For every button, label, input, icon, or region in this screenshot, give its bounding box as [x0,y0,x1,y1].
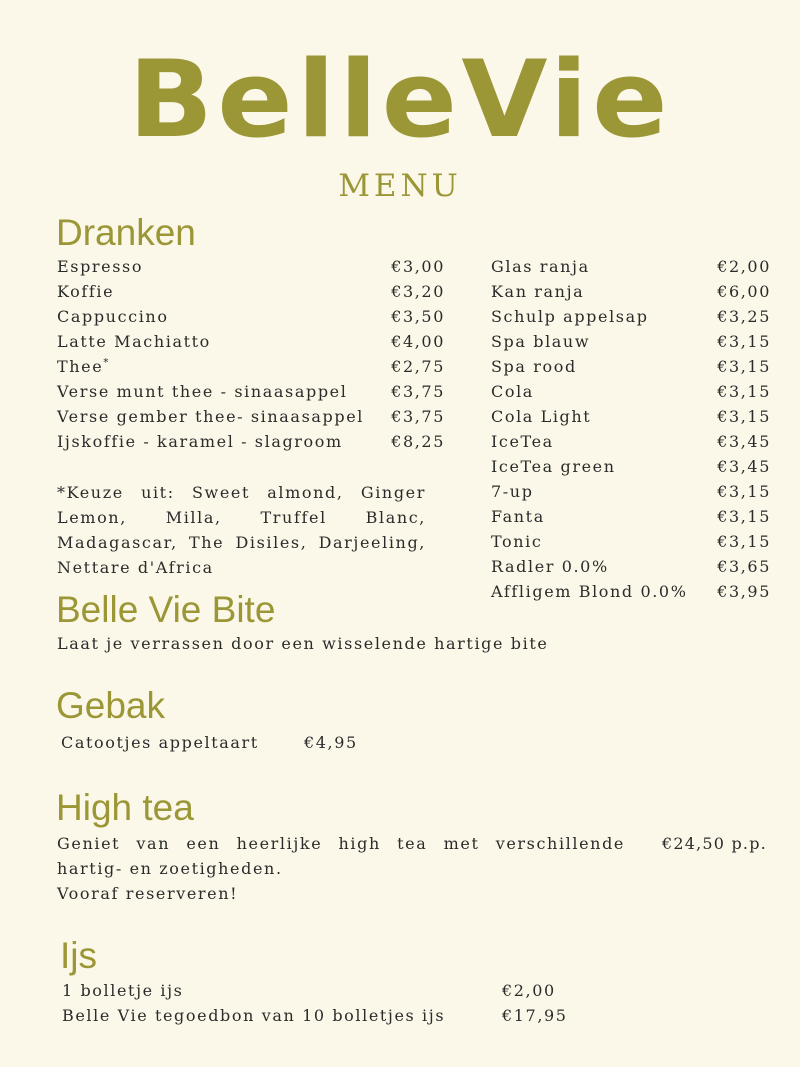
menu-item-name-text: Cola [491,382,534,401]
menu-item-price: €4,00 [391,332,445,351]
brand-logo: BelleVie [128,38,672,161]
menu-item-price: €3,65 [717,557,771,576]
menu-item [57,404,445,429]
menu-item-name [57,279,114,304]
menu-item [491,429,771,454]
section-heading-bite: Belle Vie Bite [56,589,276,630]
menu-item [57,329,445,354]
menu-item [57,354,445,379]
menu-item [491,329,771,354]
menu-item-name [57,379,347,404]
menu-item-name-text: Tonic [491,532,543,551]
menu-item-name-text: Schulp appelsap [491,307,649,326]
high-tea-description-line1: Geniet van een heerlijke high tea met verschillende [57,834,625,853]
gebak-item-price: €4,95 [304,733,358,752]
menu-item-name-text: Thee [57,357,104,376]
menu-item-name-text: Latte Machiatto [57,332,211,351]
footnote-mark: * [103,357,110,369]
menu-item-name [491,379,534,404]
menu-item-price: €3,15 [717,532,771,551]
section-heading-high-tea: High tea [56,787,194,828]
menu-item-name [491,404,591,429]
menu-item-name [491,429,554,454]
menu-item-name [491,279,584,304]
ijs-item-name: Belle Vie tegoedbon van 10 bolletjes ijs [62,1006,446,1025]
menu-item [57,379,445,404]
menu-item-name-text: Fanta [491,507,545,526]
menu-item [491,554,771,579]
menu-item [57,254,445,279]
bite-description: Laat je verrassen door een wisselende hartige bite [57,634,549,653]
section-heading-ijs: Ijs [60,935,97,976]
high-tea-reservation-note: Vooraf reserveren! [57,884,239,903]
menu-item-name [491,454,616,479]
menu-item-price: €3,25 [717,307,771,326]
menu-item-name [491,579,688,604]
menu-item-price: €3,15 [717,407,771,426]
menu-item-price: €3,45 [717,457,771,476]
menu-item-price: €6,00 [717,282,771,301]
menu-item-name [57,304,169,329]
menu-item-price: €3,95 [717,582,771,601]
menu-title: MENU [338,168,462,204]
menu-item-name [491,529,542,554]
ijs-item-price: €17,95 [502,1006,568,1025]
menu-item-price: €3,20 [391,282,445,301]
menu-item-name-text: Affligem Blond 0.0% [491,582,688,601]
menu-item-name [491,504,545,529]
menu-item-name [57,354,110,379]
tea-choice-note: *Keuze uit: Sweet almond, Ginger Lemon, Milla, Truffel Blanc, Madagascar, The Disiles, Darjeeling, Nettare d'Africa [57,483,426,577]
section-heading-dranken: Dranken [56,212,196,253]
menu-item-name [57,404,364,429]
menu-item-price: €3,75 [391,407,445,426]
menu-item-name-text: Radler 0.0% [491,557,609,576]
menu-item-price: €2,75 [391,357,445,376]
menu-item-price: €3,15 [717,382,771,401]
menu-item-name [57,429,343,454]
menu-item-name [57,329,211,354]
menu-item [57,304,445,329]
menu-item [491,529,771,554]
menu-item-name-text: Spa blauw [491,332,591,351]
menu-item-name [491,554,609,579]
menu-item [491,454,771,479]
menu-item-name-text: 7-up [491,482,534,501]
menu-item-name-text: Espresso [57,257,144,276]
menu-item-price: €3,15 [717,507,771,526]
menu-item-price: €3,45 [717,432,771,451]
menu-item [491,254,771,279]
menu-item-name [491,304,649,329]
menu-item-price: €3,15 [717,332,771,351]
menu-item [491,304,771,329]
menu-item-name-text: IceTea [491,432,554,451]
gebak-item-name: Catootjes appeltaart [61,733,259,752]
menu-item-name-text: IceTea green [491,457,616,476]
menu-item [491,379,771,404]
section-heading-gebak: Gebak [56,685,166,726]
menu-item [491,504,771,529]
menu-item-name [491,254,590,279]
menu-item-name-text: Ijskoffie - karamel - slagroom [57,432,343,451]
ijs-item-price: €2,00 [502,981,556,1000]
menu-item-price: €2,00 [717,257,771,276]
menu-item-name-text: Spa rood [491,357,577,376]
menu-item-name-text: Koffie [57,282,115,301]
menu-item [57,279,445,304]
menu-item [491,279,771,304]
menu-item-name [491,354,577,379]
menu-item-name-text: Verse gember thee- sinaasappel [57,407,364,426]
menu-item-price: €3,00 [391,257,445,276]
menu-item-price: €3,75 [391,382,445,401]
menu-item-price: €3,50 [391,307,445,326]
menu-item-name [491,479,534,504]
menu-item [491,404,771,429]
menu-item [491,354,771,379]
menu-item-name-text: Kan ranja [491,282,585,301]
ijs-item-name: 1 bolletje ijs [62,981,184,1000]
high-tea-price: €24,50 p.p. [662,834,767,853]
menu-item [491,579,771,604]
menu-item-name-text: Cappuccino [57,307,169,326]
high-tea-description-line2: hartig- en zoetigheden. [57,859,283,878]
menu-item-price: €3,15 [717,482,771,501]
menu-item-name [491,329,590,354]
menu-item-price: €3,15 [717,357,771,376]
menu-item [491,479,771,504]
menu-item-name-text: Glas ranja [491,257,590,276]
menu-item-name [57,254,143,279]
menu-item-price: €8,25 [391,432,445,451]
menu-item-name-text: Verse munt thee - sinaasappel [57,382,348,401]
menu-item [57,429,445,454]
menu-item-name-text: Cola Light [491,407,592,426]
